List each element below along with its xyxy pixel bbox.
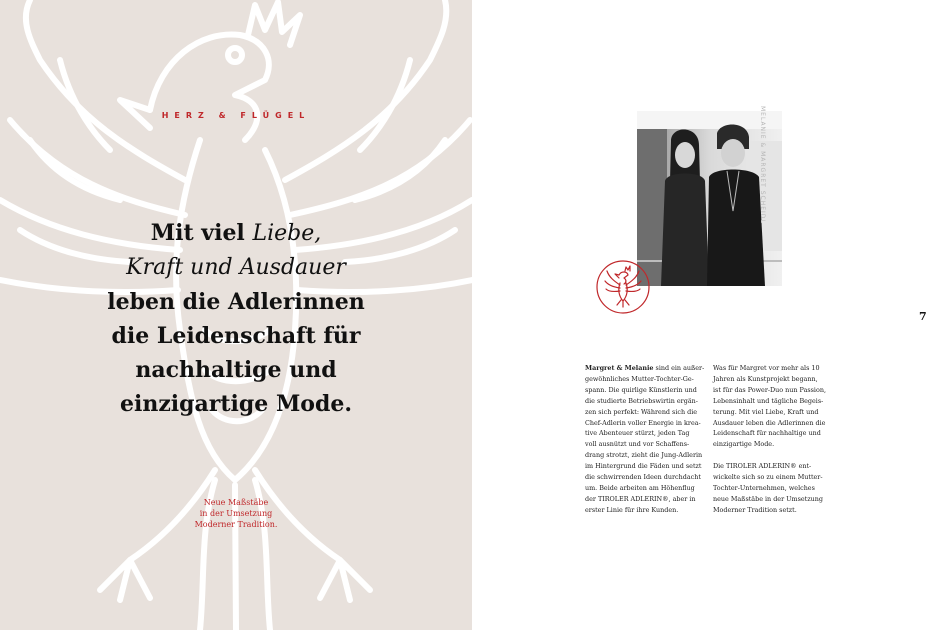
headline-line-2-italic: Kraft und Ausdauer	[126, 255, 346, 280]
headline-line-4: die Leidenschaft für	[111, 323, 361, 349]
body-column-1	[585, 363, 705, 516]
body-text-line: wickelte sich so zu einem Mutter-	[713, 473, 823, 482]
paragraph-gap	[713, 450, 833, 461]
tagline-line-3: Moderner Tradition.	[194, 520, 278, 529]
headline	[60, 216, 412, 421]
body-column-2	[713, 363, 833, 516]
headline-line-3: leben die Adlerinnen	[107, 289, 365, 315]
body-text-line: die studierte Betriebswirtin ergän-	[585, 396, 698, 405]
body-text-line: Moderner Tradition setzt.	[713, 505, 797, 514]
headline-line-2	[60, 251, 412, 285]
body-text-line: Tochter-Unternehmen, welches	[713, 483, 815, 492]
body-text-line: neue Maßstäbe in der Umsetzung	[713, 494, 823, 503]
body-text-line: Was für Margret vor mehr als 10	[713, 364, 820, 372]
body-text-line: Chef-Adlerin voller Energie in krea-	[585, 418, 701, 427]
tagline-line-1: Neue Maßstäbe	[203, 498, 269, 507]
right-page	[472, 0, 945, 630]
body-text-line: der TIROLER ADLERIN®, aber in	[585, 494, 696, 503]
body-text-line: spann. Die quirlige Künstlerin und	[585, 385, 697, 394]
body-text-line: um. Beide arbeiten am Höhenflug	[585, 483, 695, 492]
body-text-line	[585, 363, 705, 374]
headline-line-1	[60, 216, 412, 251]
headline-line-6: einzigartige Mode.	[119, 391, 353, 417]
tagline	[170, 497, 302, 530]
body-text-line: Leidenschaft für nachhaltige und	[713, 429, 821, 438]
body-text-line: im Hintergrund die Fäden und setzt	[585, 462, 702, 471]
body-text-line: ist für das Power-Duo nun Passion,	[713, 385, 826, 394]
section-kicker: HERZ & FLÜGEL	[161, 111, 311, 120]
body-text-line: einzigartige Mode.	[713, 440, 775, 449]
body-text-line: gewöhnliches Mutter-Tochter-Ge-	[585, 374, 694, 383]
body-text-line: Ausdauer leben die Adlerinnen die	[713, 418, 826, 427]
body-text-line: drang strotzt, zieht die Jung-Adlerin	[585, 451, 703, 460]
body-text-line: voll ausnützt und vor Schaffens-	[585, 440, 690, 449]
body-lead: Margret & Melanie	[585, 364, 654, 372]
body-text-line: Lebensinhalt und tägliche Begeis-	[713, 396, 824, 405]
page-number: 7	[919, 310, 927, 323]
body-text-line: die schwirrenden Ideen durchdacht	[585, 473, 701, 482]
tagline-line-2: in der Umsetzung	[199, 509, 273, 518]
headline-line-5: nachhaltige und	[135, 357, 337, 383]
body-text-fragment: sind ein außer-	[653, 364, 705, 372]
eagle-seal-icon	[595, 259, 651, 315]
headline-line-1-italic: Liebe,	[252, 221, 322, 246]
body-text-line: zen sich perfekt: Während sich die	[585, 407, 698, 416]
body-text-line: Jahren als Kunstprojekt begann,	[713, 374, 818, 383]
body-text-line: terung. Mit viel Liebe, Kraft und	[713, 407, 819, 416]
left-page	[0, 0, 472, 630]
body-text-line: tive Abenteuer stürzt, jeden Tag	[585, 429, 690, 438]
photo-caption: MELANIE & MARGRET SCHEIDL	[759, 106, 766, 224]
body-text-line: erster Linie für ihre Kunden.	[585, 505, 679, 514]
body-text-line: Die TIROLER ADLERIN® ent-	[713, 462, 812, 471]
headline-line-1-prefix: Mit viel	[150, 220, 253, 246]
